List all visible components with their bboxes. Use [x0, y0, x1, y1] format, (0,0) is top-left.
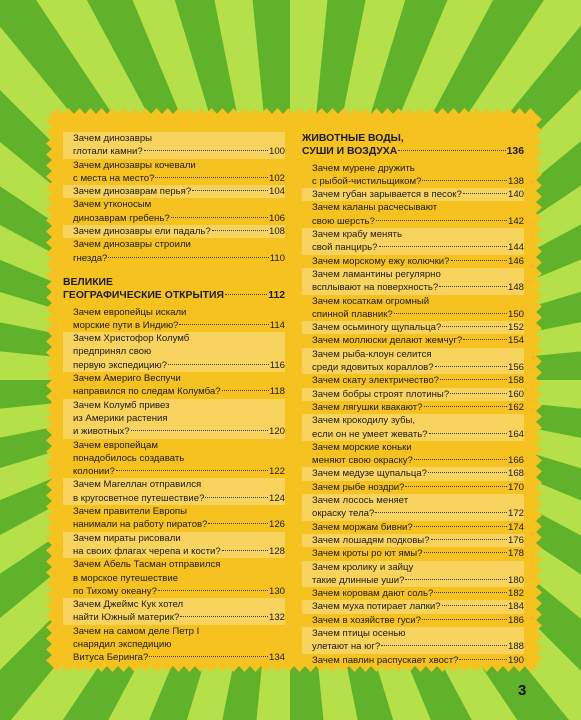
toc-entry [63, 372, 285, 399]
toc-entry-line: Зачем Христофор Колумб [73, 333, 190, 345]
toc-page-number: 140 [507, 189, 524, 201]
toc-entry-line: Зачем птицы осенью [312, 627, 406, 639]
toc-entry [63, 505, 285, 532]
toc-page-number: 156 [507, 362, 524, 374]
toc-page-number: 128 [268, 545, 285, 557]
toc-page-number: 180 [507, 574, 524, 586]
toc-section-heading [63, 276, 285, 303]
toc-entry [63, 238, 285, 265]
dot-leader [149, 656, 268, 657]
toc-entry-line: Зачем губан зарывается в песок? [312, 189, 462, 201]
toc-page-number: 136 [506, 146, 524, 158]
toc-page-number: 114 [269, 319, 285, 331]
toc-entry-last-line [312, 481, 524, 494]
toc-entry-last-line [73, 545, 285, 558]
toc-entry-last-line [73, 585, 285, 598]
toc-entry-last-line [73, 212, 285, 225]
dot-leader [435, 366, 507, 367]
toc-entry-line: спинной плавник? [312, 308, 393, 320]
toc-entry-line: Зачем моллюски делают жемчуг? [312, 335, 463, 347]
toc-entry [302, 348, 524, 375]
toc-entry-line: Зачем павлин распускает хвост? [312, 654, 459, 666]
toc-entry-last-line [73, 465, 285, 478]
toc-entry-last-line [312, 255, 524, 268]
toc-entry [302, 374, 524, 387]
toc-entry [302, 401, 524, 414]
toc-entry-last-line [312, 308, 524, 321]
toc-entry-line: ВЕЛИКИЕ [63, 276, 113, 288]
toc-entry-line: Зачем морскому ежу колючки? [312, 255, 450, 267]
dot-leader [180, 616, 268, 617]
dot-leader [131, 430, 268, 431]
toc-entry-line: с рыбой-чистильщиком? [312, 175, 422, 187]
toc-entry-line: гнезда? [73, 252, 108, 264]
dot-leader [225, 294, 267, 295]
toc-entry [302, 388, 524, 401]
toc-entry-last-line [312, 574, 524, 587]
toc-entry-last-line [312, 614, 524, 627]
toc-entry-last-line [73, 385, 285, 398]
toc-entry-last-line [73, 492, 285, 505]
dot-leader [428, 472, 507, 473]
toc-entry-line: Зачем на самом деле Петр I [73, 625, 200, 637]
toc-entry-last-line [73, 172, 285, 185]
toc-page-number: 178 [507, 548, 524, 560]
toc-entry-line: Зачем европейцы искали [73, 306, 187, 318]
toc-page-number: 132 [268, 612, 285, 624]
toc-entry [302, 441, 524, 468]
toc-entry-last-line [73, 425, 285, 438]
toc-entry-line: Зачем моржам бивни? [312, 521, 413, 533]
dot-leader [379, 246, 507, 247]
toc-entry-line: Зачем пираты рисовали [73, 532, 181, 544]
toc-entry [302, 295, 524, 322]
toc-entry-line: Зачем динозавры [73, 133, 153, 144]
toc-entry-line: первую экспедицию? [73, 359, 168, 371]
toc-page-number: 126 [268, 519, 285, 531]
toc-entry-line: Зачем рыба-клоун селится [312, 348, 432, 360]
toc-entry [302, 654, 524, 667]
toc-entry-last-line [312, 281, 524, 294]
dot-leader [171, 217, 268, 218]
toc-entry-line: Зачем правители Европы [73, 506, 188, 518]
toc-entry-line: снарядил экспедицию [73, 638, 172, 650]
toc-entry-line: Зачем Америго Веспучи [73, 373, 181, 385]
toc-entry-line: меняют свою окраску? [312, 455, 413, 467]
toc-page-number: 162 [507, 401, 524, 413]
toc-entry-line: Зачем лошадям подковы? [312, 534, 430, 546]
dot-leader [431, 539, 507, 540]
toc-entry-last-line [312, 534, 524, 547]
toc-entry-line: Зачем рыбе ноздри? [312, 481, 405, 493]
dot-leader [394, 313, 507, 314]
toc-entry-line: предпринял свою [73, 346, 152, 358]
dot-leader [158, 590, 268, 591]
dot-leader [459, 659, 507, 660]
toc-entry-line: Зачем динозавры строили [73, 239, 191, 251]
toc-page-number: 134 [268, 652, 285, 664]
dot-leader [450, 393, 507, 394]
dot-leader [179, 324, 268, 325]
toc-entry [63, 625, 285, 665]
toc-entry [63, 598, 285, 625]
toc-entry [63, 439, 285, 479]
toc-entry-last-line [73, 611, 285, 624]
toc-entry-last-line [312, 361, 524, 374]
toc-page-number: 158 [507, 375, 524, 387]
toc-right-column [302, 132, 524, 667]
toc-entry-line: Зачем динозаврам перья? [73, 186, 192, 198]
dot-leader [222, 550, 268, 551]
toc-entry-line: найти Южный материк? [73, 612, 180, 624]
toc-entry-line: окраску тела? [312, 508, 375, 520]
toc-entry-line: ЖИВОТНЫЕ ВОДЫ, [302, 133, 404, 144]
toc-entry [302, 334, 524, 347]
toc-entry-line: Зачем крабу менять [312, 229, 402, 241]
toc-entry-line: на своих флагах черепа и кости? [73, 545, 221, 557]
toc-entry-line: Зачем крокодилу зубы, [312, 415, 416, 427]
toc-entry [302, 614, 524, 627]
toc-entry-line: свою шерсть? [312, 215, 375, 227]
toc-entry [302, 534, 524, 547]
toc-page-number: 112 [268, 290, 285, 302]
toc-entry-line: Зачем динозавры кочевали [73, 159, 196, 171]
toc-entry [302, 587, 524, 600]
toc-page-number: 102 [268, 172, 285, 184]
toc-entry-last-line [312, 388, 524, 401]
toc-entry-line: и животных? [73, 426, 130, 438]
toc-page-number: 124 [268, 492, 285, 504]
dot-leader [192, 190, 268, 191]
toc-entry-line: Зачем кроты ро ют ямы? [312, 548, 423, 560]
toc-entry-last-line [73, 359, 285, 372]
dot-leader [212, 230, 268, 231]
toc-entry-line: с места на место? [73, 172, 155, 184]
toc-page-number: 152 [507, 322, 524, 334]
toc-entry-last-line [312, 401, 524, 414]
toc-page-number: 172 [507, 508, 524, 520]
toc-entry-line: Витуса Беринга? [73, 652, 149, 664]
toc-entry-last-line [312, 215, 524, 228]
toc-entry-line: ГЕОГРАФИЧЕСКИЕ ОТКРЫТИЯ [63, 290, 224, 302]
toc-page-number: 176 [507, 534, 524, 546]
toc-entry-line: понадобилось создавать [73, 452, 185, 464]
toc-entry-line: Зачем Абель Тасман отправился [73, 559, 221, 571]
dot-leader [405, 579, 507, 580]
toc-page-number: 106 [268, 212, 285, 224]
toc-entry-line: Зачем европейцам [73, 439, 158, 451]
toc-page-number: 184 [507, 601, 524, 613]
toc-entry-line: если он не умеет жевать? [312, 428, 428, 440]
toc-page-number: 160 [507, 388, 524, 400]
toc-entry-line: Зачем коровам дают соль? [312, 588, 434, 600]
toc-entry-line: морские пути в Индию? [73, 319, 179, 331]
dot-leader [116, 470, 268, 471]
toc-entry-last-line [312, 321, 524, 334]
toc-entry-line: Зачем ламантины регулярно [312, 268, 441, 280]
toc-page-number: 182 [507, 588, 524, 600]
toc-entry-line: Зачем скату электричество? [312, 375, 440, 387]
toc-entry-last-line [312, 428, 524, 441]
dot-leader [463, 193, 507, 194]
toc-entry [302, 481, 524, 494]
toc-entry [302, 414, 524, 441]
toc-page-number: 164 [507, 428, 524, 440]
toc-entry-line: в морское путешествие [73, 572, 179, 584]
dot-leader [398, 150, 505, 151]
toc-page-number: 168 [507, 468, 524, 480]
toc-page-number: 148 [507, 282, 524, 294]
toc-entry-last-line [312, 454, 524, 467]
toc-entry [63, 332, 285, 372]
toc-entry-line: Зачем утконосым [73, 199, 152, 211]
toc-entry [302, 627, 524, 654]
toc-entry-line: нанимали на работу пиратов? [73, 519, 208, 531]
dot-leader [463, 339, 507, 340]
toc-page-number: 146 [507, 255, 524, 267]
toc-page-number: 150 [507, 308, 524, 320]
toc-page-number: 100 [268, 146, 285, 158]
toc-entry-line: Зачем динозавры ели падаль? [73, 226, 211, 238]
toc-page-number: 130 [268, 585, 285, 597]
dot-leader [375, 512, 507, 513]
toc-entry [302, 600, 524, 613]
toc-entry-last-line [73, 145, 285, 158]
dot-leader [439, 286, 507, 287]
toc-page-number: 166 [507, 455, 524, 467]
toc-entry [302, 494, 524, 521]
toc-entry [63, 132, 285, 159]
toc-entry-line: Зачем косаткам огромный [312, 295, 430, 307]
toc-entry [63, 558, 285, 598]
dot-leader [376, 220, 507, 221]
toc-entry [63, 399, 285, 439]
toc-entry [63, 532, 285, 559]
toc-entry-line: Зачем кролику и зайцу [312, 561, 414, 573]
toc-entry [302, 547, 524, 560]
toc-entry-line: в кругосветное путешествие? [73, 492, 205, 504]
toc-entry [63, 306, 285, 333]
toc-section-heading [302, 132, 524, 159]
toc-entry-line: улетают на юг? [312, 641, 381, 653]
toc-entry-last-line [73, 319, 285, 332]
toc-entry-last-line [312, 374, 524, 387]
dot-leader [442, 605, 507, 606]
toc-entry-last-line [73, 252, 285, 265]
dot-leader [405, 486, 507, 487]
toc-entry-line: Зачем каланы расчесывают [312, 202, 438, 214]
toc-entry [63, 478, 285, 505]
toc-entry-line: глотали камни? [73, 146, 143, 158]
toc-entry [63, 159, 285, 186]
toc-entry [302, 268, 524, 295]
dot-leader [222, 390, 269, 391]
toc-entry-line: всплывают на поверхность? [312, 282, 439, 294]
toc-entry-last-line [312, 175, 524, 188]
toc-entry-line: Зачем муха потирает лапки? [312, 601, 441, 613]
toc-page-number: 104 [268, 186, 285, 198]
toc-page-number: 138 [507, 175, 524, 187]
toc-entry-line: Зачем лосось меняет [312, 495, 409, 507]
toc-entry [302, 255, 524, 268]
dot-leader [414, 526, 507, 527]
toc-page-number: 120 [268, 426, 285, 438]
toc-entry-last-line [73, 518, 285, 531]
toc-entry-line: Зачем Колумб привез [73, 399, 170, 411]
toc-entry [302, 321, 524, 334]
dot-leader [155, 177, 268, 178]
toc-entry [63, 225, 285, 238]
toc-entry-line: динозаврам гребень? [73, 212, 170, 224]
toc-page-number: 142 [507, 215, 524, 227]
toc-entry-line: Зачем морские коньки [312, 441, 412, 453]
page-number: 3 [518, 682, 527, 699]
toc-entry-line: Зачем Магеллан отправился [73, 479, 202, 491]
toc-page-number: 122 [268, 466, 285, 478]
toc-entry-last-line [73, 185, 285, 198]
toc-entry [302, 228, 524, 255]
dot-leader [442, 326, 507, 327]
toc-entry-last-line [302, 145, 524, 158]
toc-entry-line: Зачем осьминогу щупальца? [312, 322, 442, 334]
toc-entry-last-line [312, 188, 524, 201]
toc-entry-last-line [73, 651, 285, 664]
toc-entry [302, 162, 524, 189]
toc-left-column [63, 132, 285, 665]
toc-page-number: 170 [507, 481, 524, 493]
toc-entry-last-line [63, 289, 285, 302]
toc-page-number: 174 [507, 521, 524, 533]
dot-leader [429, 433, 507, 434]
toc-entry [302, 201, 524, 228]
toc-entry-last-line [312, 640, 524, 653]
toc-entry-line: направился по следам Колумба? [73, 386, 221, 398]
toc-entry-line: Зачем лягушки квакают? [312, 401, 423, 413]
dot-leader [205, 497, 268, 498]
toc-entry [302, 521, 524, 534]
toc-entry-last-line [312, 600, 524, 613]
toc-entry-last-line [312, 467, 524, 480]
toc-entry-last-line [73, 225, 285, 238]
toc-page-number: 188 [507, 641, 524, 653]
dot-leader [381, 645, 507, 646]
toc-page-number: 190 [507, 654, 524, 666]
dot-leader [424, 406, 507, 407]
toc-entry-last-line [312, 654, 524, 667]
toc-entry-line: Зачем медузе щупальца? [312, 468, 428, 480]
toc-entry-line: по Тихому океану? [73, 585, 157, 597]
dot-leader [208, 523, 268, 524]
dot-leader [108, 257, 268, 258]
toc-page-number: 116 [269, 359, 285, 371]
toc-entry-line: из Америки растения [73, 412, 168, 424]
dot-leader [414, 459, 507, 460]
toc-entry-line: Зачем мурене дружить [312, 162, 415, 174]
toc-page-number: 154 [507, 335, 524, 347]
toc-entry [63, 185, 285, 198]
toc-entry [302, 467, 524, 480]
dot-leader [422, 619, 507, 620]
toc-page-number: 186 [507, 614, 524, 626]
toc-entry-last-line [312, 587, 524, 600]
toc-entry-last-line [312, 521, 524, 534]
toc-page-number: 108 [268, 226, 285, 238]
dot-leader [434, 592, 507, 593]
toc-entry-line: среди ядовитых кораллов? [312, 362, 434, 374]
toc-entry-last-line [312, 507, 524, 520]
toc-entry-line: свой панцирь? [312, 242, 378, 254]
dot-leader [440, 379, 507, 380]
toc-page-number: 118 [269, 386, 285, 398]
toc-entry [302, 188, 524, 201]
dot-leader [424, 552, 507, 553]
toc-entry-last-line [312, 547, 524, 560]
toc-entry-line: Зачем в хозяйстве гуси? [312, 614, 422, 626]
toc-entry-line: СУШИ И ВОЗДУХА [302, 146, 398, 158]
dot-leader [168, 364, 269, 365]
toc-entry-last-line [312, 241, 524, 254]
toc-entry-line: такие длинные уши? [312, 574, 405, 586]
toc-page-number: 144 [507, 242, 524, 254]
dot-leader [422, 180, 507, 181]
toc-page-number: 110 [269, 252, 285, 264]
toc-entry-line: колонии? [73, 466, 115, 478]
toc-entry [302, 561, 524, 588]
toc-entry-line: Зачем Джеймс Кук хотел [73, 599, 184, 611]
dot-leader [144, 150, 268, 151]
toc-entry [63, 198, 285, 225]
toc-entry-line: Зачем бобры строят плотины? [312, 388, 450, 400]
dot-leader [451, 260, 507, 261]
toc-entry-last-line [312, 334, 524, 347]
